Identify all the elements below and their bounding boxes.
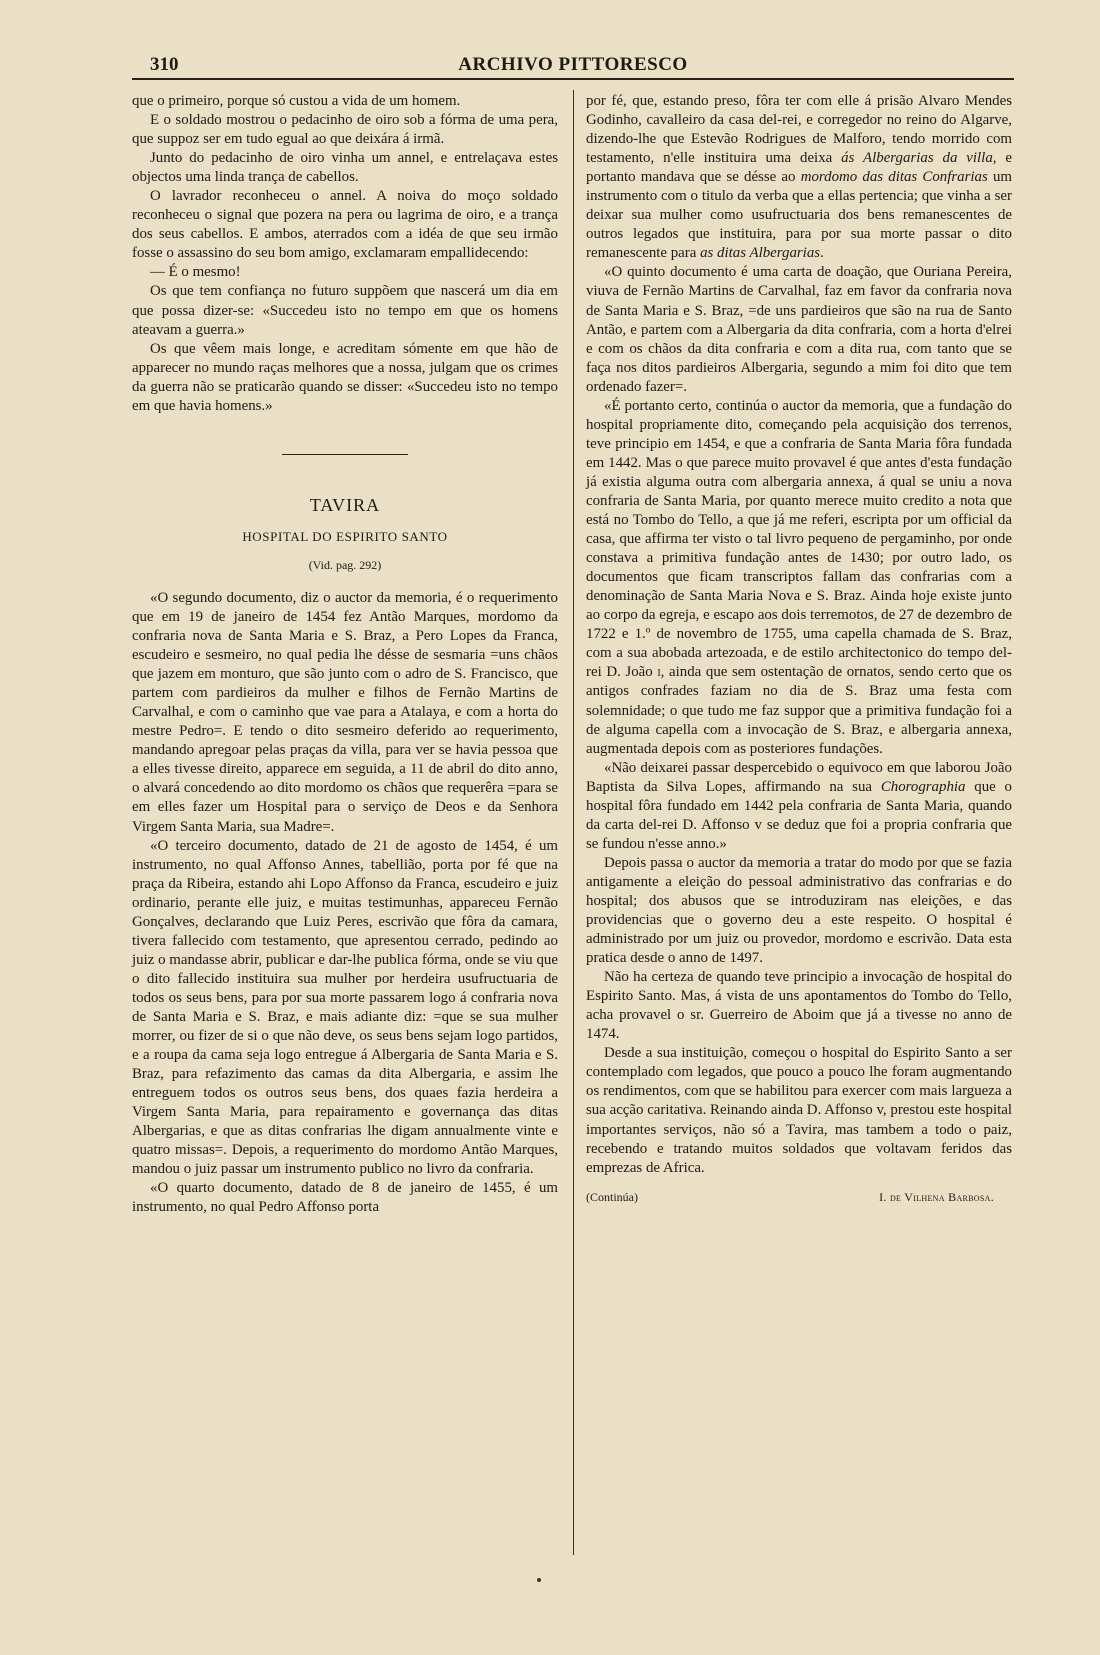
article-footer: [586, 1188, 1012, 1210]
paragraph: por fé, que, estando preso, fôra ter com elle á prisão Alvaro Mendes Godinho, cavalleiro da casa del-rei, e corregedor no reino do Algarve, dizendo-lhe que Estevão Rodrigues de Malforo, tendo morrido com testamento, n'elle instituira uma deixa ás Albergarias da villa, e portanto mandava que se désse ao mordomo das ditas Confrarias um instrumento com o titulo da verba que a ellas pertencia; que vinha a ser deixar sua mulher como usufructuaria dos bens remanescentes de outros legados que instituira, para por sua morte passar o dito remanescente para as ditas Albergarias.: [586, 93, 1012, 262]
page-header: [132, 50, 1014, 76]
paragraph: Não ha certeza de quando teve principio a invocação de hospital do Espirito Santo. Mas, á vista de uns apontamentos do Tombo do Tello, acha provavel o sr. Guerreiro de Aboim que já a tivesse no anno de 1474.: [586, 969, 1012, 1043]
section-separator: [132, 444, 558, 466]
paragraph: «É portanto certo, continúa o auctor da memoria, que a fundação do hospital propriamente dito, começando pela acquisição dos terrenos, teve principio em 1454, e que a confraria de Santa Maria fôra fundada em 1442. Mas o que parece muito provavel é que antes d'esta fundação já existia alguma outra com albergaria annexa, á qual se uniu a nova confraria de Santa Maria, por quanto merece muito credito a nota que está no Tombo do Tello, a que já me referi, escripta por um official da casa, que affirma ter visto o tal livro pequeno de pergaminho, por onde constava a primitiva fundação antes de 1430; por outro lado, os documentos que ficam transcriptos fallam das confrarias com a denominação de Santa Maria Nova e S. Braz. Ainda hoje existe junto ao corpo da egreja, e escapo aos dois terremotos, de 27 de dezembro de 1722 e 1.º de novembro de 1755, uma capella chamada de S. Braz, com a sua abobada artezoada, e de estilo architectonico do tempo del-rei D. João i, ainda que sem ostentação de ornatos, sendo certo que os antigos confrades faziam no dia de S. Braz uma festa com solemnidade; o que tudo me faz suppor que a primitiva fundação foi a de alguma capella com a invocação de S. Braz, e albergaria annexa, augmentada depois com as posteriores fundações.: [586, 397, 1012, 757]
section-title: TAVIRA: [309, 494, 381, 515]
paragraph: — É o mesmo!: [150, 264, 241, 281]
paragraph: «Não deixarei passar despercebido o equivoco em que laborou João Baptista da Silva Lopes, affirmando na sua Chorographia que o hospital fôra fundado em 1442 pela confraria de Santa Maria, quando da carta del-rei D. Affonso v se deduz que foi a propria confraria que se fundou n'esse anno.»: [586, 759, 1012, 852]
page-number: 310: [150, 54, 179, 75]
paragraph: E o soldado mostrou o pedacinho de oiro sob a fórma de uma pera, que suppoz ser em tudo egual ao que deixára á irmã.: [132, 112, 558, 148]
paragraph: Os que vêem mais longe, e acreditam sómente em que hão de apparecer no mundo raças melhores que a nossa, julgam que os crimes da guerra não se praticarão quando se disser: «Succedeu isto no tempo em que havia homens.»: [132, 340, 558, 414]
section-reference: (Vid. pag. 292): [308, 557, 382, 572]
paragraph: Os que tem confiança no futuro suppõem que nascerá um dia em que possa dizer-se: «Succedeu isto no tempo em que os homens ateavam a guerra.»: [132, 283, 558, 338]
header-rule: [132, 78, 1014, 80]
right-column: [586, 92, 1012, 1210]
paragraph: «O quinto documento é uma carta de doação, que Ouriana Pereira, viuva de Fernão Martins de Carvalhal, faz em favor da confraria nova de Santa Maria e S. Braz, =de uns pardieiros que são na rua de Santo Antão, e partem com a Albergaria da dita confraria, com a horta d'elrei e com os chãos da dita confraria e com a dita rua, com tanto que se faça nos ditos pardieiros Albergaria, segundo a mim foi dito que tem ordenado fazer=.: [586, 264, 1012, 395]
continued-note: (Continúa): [586, 1189, 638, 1204]
paragraph: que o primeiro, porque só custou a vida de um homem.: [132, 93, 461, 109]
paragraph: O lavrador reconheceu o annel. A noiva do moço soldado reconheceu o signal que pozera na pera ou lagrima de oiro, e a trança dos seus cabellos. E ambos, aterrados com a idéa de que seu irmão fosse o assassino do seu bom amigo, exclamaram empallidecendo:: [132, 188, 558, 262]
column-divider: [573, 90, 574, 1555]
ink-dot: [537, 1578, 541, 1582]
paragraph: «O terceiro documento, datado de 21 de agosto de 1454, é um instrumento, no qual Affonso Annes, tabellião, porta por fé que na praça da Ribeira, estando ahi Lopo Affonso da Franca, escudeiro e juiz ordinario, perante elle juiz, e muitas testimunhas, appareceu Fernão Gonçalves, declarando que Luiz Peres, escrivão que fôra da camara, tivera fallecido com testamento, que apresentou cerrado, pedindo ao juiz o mandasse abrir, publicar e dar-lhe publica fórma, onde se viu que o dito fallecido instituira sua mulher por herdeira usufructuaria de todos os seus bens, para por sua morte passarem logo á confraria nova de Santa Maria e S. Braz, e mais adiante diz: =que se sua mulher morrer, ou fizer de si o que não deve, os seus bens sejam logo partidos, e a roupa da cama seja logo entregue á Albergaria de Santa Maria e S. Braz, para refazimento das camas da dita Albergaria, e assim lhe entreguem todos os outros seus bens, dos quaes fazia herdeira a Virgem Santa Maria, para repairamento e governança das ditas Albergarias, e que as ditas confrarias lhe digam annualmente vinte e quatro missas=. Depois, a requerimento do mordomo Antão Marques, mandou o juiz passar um instrumento publico no livro da confraria.: [132, 837, 558, 1178]
paragraph: «O segundo documento, diz o auctor da memoria, é o requerimento que em 19 de janeiro de 1454 fez Antão Marques, mordomo da confraria nova de Santa Maria e S. Braz, a Pero Lopes da Franca, escudeiro e sesmeiro, no qual pedia lhe désse de sesmaria =uns chãos que jazem em monturo, que são junto com o adro de S. Francisco, que partem com pardieiros da mulher e filhos de Fernão Martins de Carvalhal, e com o caminho que vae para a Atalaya, e com a horta do mestre Pedro=. E tendo o dito sesmeiro deferido ao requerimento, mandando apregoar pelas praças da villa, para ver se havia pessoa que a elles tivesse direito, apparece em seguida, a 11 de abril do dito anno, o alvará concedendo ao dito mordomo os chãos que requerêra =para se em elles fazer um Hospital para o serviço de Deos e da Senhora Virgem Santa Maria, sua Madre=.: [132, 589, 558, 835]
paragraph: Desde a sua instituição, começou o hospital do Espirito Santo a ser contemplado com legados, que pouco a pouco lhe foram augmentando os rendimentos, com que se habilitou para exercer com mais largueza a sua acção caritativa. Reinando ainda D. Affonso v, prestou este hospital importantes serviços, não só a Tavira, mas tambem a todo o paiz, recebendo e tratando muitos soldados que voltavam feridos das emprezas de Africa.: [586, 1045, 1012, 1176]
paragraph: Depois passa o auctor da memoria a tratar do modo por que se fazia antigamente a eleição do pessoal administrativo das confrarias e do hospital; dos abusos que se introduziram nas eleições, e das providencias que o governo deu a este respeito. O hospital é administrado por um juiz ou provedor, mordomo e escrivão. Data esta pratica desde o anno de 1497.: [586, 854, 1012, 967]
author-signature: I. de Vilhena Barbosa.: [879, 1189, 994, 1204]
running-title: ARCHIVO PITTORESCO: [458, 54, 688, 75]
paragraph: «O quarto documento, datado de 8 de janeiro de 1455, é um instrumento, no qual Pedro Affonso porta: [132, 1180, 558, 1216]
paragraph: Junto do pedacinho de oiro vinha um annel, e entrelaçava estes objectos uma linda trança de cabellos.: [132, 150, 558, 186]
section-subtitle: HOSPITAL DO ESPIRITO SANTO: [242, 528, 448, 544]
left-column: [132, 92, 558, 1217]
